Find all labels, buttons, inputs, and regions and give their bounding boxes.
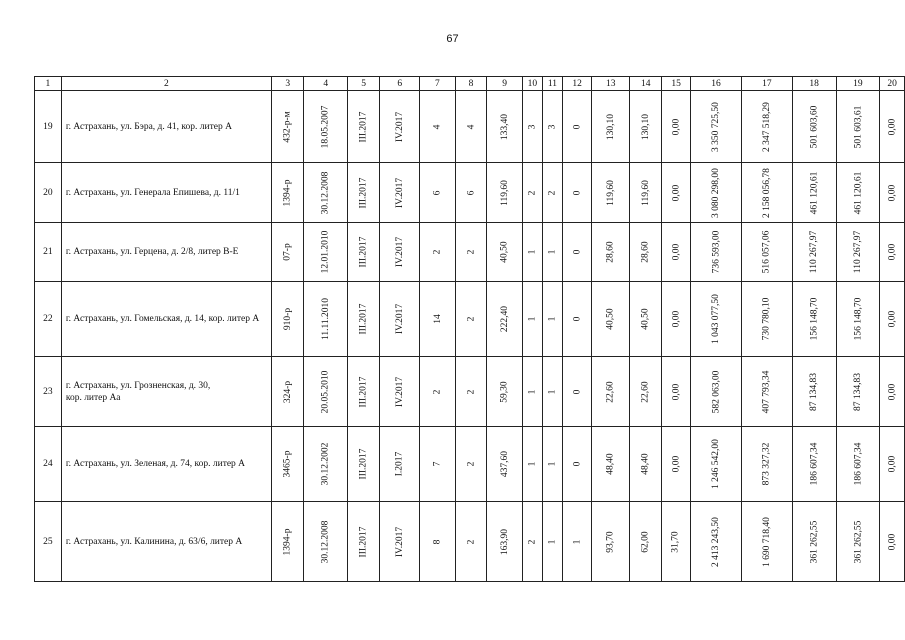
column-header: 8 (455, 77, 487, 91)
cell-c9 (487, 427, 522, 502)
cell-value: 1 (547, 389, 558, 394)
cell-value: 130,10 (640, 113, 651, 140)
cell-c16 (691, 502, 742, 582)
cell-c10 (522, 502, 542, 582)
cell-doc-no (272, 357, 304, 427)
column-header: 6 (380, 77, 420, 91)
table-row (35, 282, 905, 357)
cell-c15 (662, 223, 691, 282)
cell-c19 (836, 91, 880, 163)
cell-value: 40,50 (605, 308, 616, 330)
cell-c14 (630, 223, 662, 282)
cell-c6 (380, 282, 420, 357)
cell-c7 (420, 357, 455, 427)
cell-c15 (662, 427, 691, 502)
cell-doc-date (304, 502, 348, 582)
cell-c16 (691, 91, 742, 163)
cell-c8 (455, 223, 487, 282)
cell-address: г. Астрахань, ул. Бэра, д. 41, кор. литер А (61, 91, 271, 163)
cell-c18 (792, 223, 836, 282)
cell-value: 0,00 (887, 455, 898, 473)
cell-value: 12.01.2010 (320, 230, 331, 274)
cell-value: 28,60 (640, 241, 651, 263)
cell-c12 (563, 282, 592, 357)
cell-c18 (792, 502, 836, 582)
cell-doc-date (304, 223, 348, 282)
column-header: 2 (61, 77, 271, 91)
table-row (35, 502, 905, 582)
page-number: 67 (446, 33, 459, 45)
cell-c11 (542, 502, 562, 582)
cell-c10 (522, 163, 542, 223)
cell-c15 (662, 91, 691, 163)
cell-c12 (563, 357, 592, 427)
cell-c14 (630, 91, 662, 163)
cell-value: 222,40 (499, 305, 510, 333)
cell-c16 (691, 282, 742, 357)
column-header: 17 (741, 77, 792, 91)
cell-value: 110 267,97 (809, 230, 820, 274)
cell-c5 (348, 91, 380, 163)
cell-c11 (542, 282, 562, 357)
cell-c14 (630, 427, 662, 502)
cell-c14 (630, 357, 662, 427)
cell-value: 11.11.2010 (320, 297, 331, 341)
cell-c11 (542, 163, 562, 223)
column-header: 1 (35, 77, 62, 91)
cell-c19 (836, 163, 880, 223)
cell-c18 (792, 427, 836, 502)
cell-value: 1 690 718,40 (761, 516, 772, 567)
cell-c12 (563, 502, 592, 582)
cell-value: 6 (465, 190, 476, 195)
cell-value: 4 (465, 124, 476, 129)
cell-c7 (420, 223, 455, 282)
cell-c6 (380, 91, 420, 163)
cell-c19 (836, 223, 880, 282)
cell-value: 516 057,06 (761, 230, 772, 274)
cell-value: 3 350 725,50 (710, 101, 721, 152)
cell-c10 (522, 223, 542, 282)
cell-c15 (662, 357, 691, 427)
cell-value: 22,60 (605, 380, 616, 403)
cell-value: 1 (547, 316, 558, 322)
cell-c12 (563, 223, 592, 282)
cell-value: 163,90 (499, 528, 510, 555)
cell-c20 (880, 282, 905, 357)
cell-value: III.2017 (358, 376, 369, 407)
cell-c12 (563, 427, 592, 502)
cell-no: 22 (35, 282, 62, 357)
cell-c16 (691, 357, 742, 427)
cell-c13 (592, 91, 630, 163)
cell-value: 3 080 298,00 (710, 167, 721, 218)
cell-c6 (380, 427, 420, 502)
cell-value: 30.12.2008 (320, 520, 331, 563)
cell-c19 (836, 282, 880, 357)
cell-no: 23 (35, 357, 62, 427)
cell-value: 119,60 (605, 179, 616, 206)
cell-address: г. Астрахань, ул. Зеленая, д. 74, кор. литер А (61, 427, 271, 502)
cell-value: 0,00 (671, 383, 682, 400)
cell-c17 (741, 163, 792, 223)
cell-value: IV.2017 (394, 526, 405, 557)
cell-value: 0,00 (887, 533, 898, 550)
cell-c8 (455, 502, 487, 582)
cell-c9 (487, 282, 522, 357)
cell-c17 (741, 357, 792, 427)
cell-c10 (522, 282, 542, 357)
cell-value: 324-р (282, 380, 293, 403)
column-header: 3 (272, 77, 304, 91)
cell-value: 28,60 (605, 241, 616, 263)
cell-value: 20.05.2010 (320, 370, 331, 413)
cell-address: г. Астрахань, ул. Грозненская, д. 30, кор. литер Аа (61, 357, 271, 427)
cell-value: III.2017 (358, 236, 369, 268)
cell-doc-date (304, 91, 348, 163)
cell-value: III.2017 (358, 526, 369, 557)
cell-value: 87 134,83 (809, 372, 820, 411)
cell-value: 0 (572, 190, 583, 195)
cell-value: 0,00 (671, 455, 682, 473)
cell-value: 18.05.2007 (320, 105, 331, 148)
cell-c8 (455, 357, 487, 427)
cell-address: г. Астрахань, ул. Генерала Епишева, д. 11/1 (61, 163, 271, 223)
cell-value: 3465-р (282, 450, 293, 478)
cell-value: 2 (465, 461, 476, 467)
table-row (35, 427, 905, 502)
cell-doc-no (272, 223, 304, 282)
cell-c8 (455, 91, 487, 163)
cell-value: IV.2017 (394, 376, 405, 407)
cell-value: 48,40 (640, 453, 651, 475)
cell-address: г. Астрахань, ул. Калинина, д. 63/6, литер А (61, 502, 271, 582)
cell-doc-no (272, 282, 304, 357)
table-row (35, 91, 905, 163)
column-header: 12 (563, 77, 592, 91)
cell-c5 (348, 163, 380, 223)
cell-value: 432-р-м (282, 110, 293, 143)
cell-no: 19 (35, 91, 62, 163)
cell-value: 156 148,70 (809, 297, 820, 341)
cell-c11 (542, 427, 562, 502)
column-header: 11 (542, 77, 562, 91)
cell-c17 (741, 223, 792, 282)
cell-value: 40,50 (640, 308, 651, 330)
cell-c9 (487, 91, 522, 163)
cell-value: 0 (572, 461, 583, 467)
cell-c9 (487, 163, 522, 223)
cell-value: 130,10 (605, 113, 616, 140)
column-header: 4 (304, 77, 348, 91)
cell-doc-no (272, 502, 304, 582)
cell-c5 (348, 282, 380, 357)
cell-value: 1 043 077,50 (710, 294, 721, 344)
cell-value: III.2017 (358, 303, 369, 335)
cell-value: 0,00 (887, 310, 898, 328)
cell-c11 (542, 357, 562, 427)
column-header: 13 (592, 77, 630, 91)
cell-no: 24 (35, 427, 62, 502)
cell-value: 0,00 (887, 243, 898, 261)
cell-c13 (592, 502, 630, 582)
cell-value: 1 (547, 249, 558, 255)
cell-value: 59,30 (499, 380, 510, 403)
cell-value: 30.12.2008 (320, 171, 331, 214)
cell-c7 (420, 502, 455, 582)
cell-no: 20 (35, 163, 62, 223)
cell-c13 (592, 282, 630, 357)
cell-value: 7 (432, 461, 443, 467)
cell-value: 1 (527, 249, 538, 255)
cell-no: 21 (35, 223, 62, 282)
cell-value: 2 (527, 190, 538, 195)
cell-c20 (880, 357, 905, 427)
cell-value: III.2017 (358, 177, 369, 208)
cell-c5 (348, 502, 380, 582)
cell-value: 0,00 (671, 184, 682, 201)
cell-value: 2 158 056,78 (761, 167, 772, 218)
cell-c7 (420, 91, 455, 163)
cell-doc-date (304, 357, 348, 427)
cell-value: 110 267,97 (852, 230, 863, 274)
column-header: 18 (792, 77, 836, 91)
cell-value: 2 (547, 190, 558, 195)
cell-value: 1 (527, 316, 538, 322)
cell-value: 0,00 (887, 184, 898, 201)
cell-value: 2 347 518,29 (761, 101, 772, 152)
cell-value: 2 (432, 389, 443, 394)
cell-c17 (741, 502, 792, 582)
column-header: 9 (487, 77, 522, 91)
cell-c18 (792, 282, 836, 357)
cell-value: 119,60 (499, 179, 510, 206)
cell-c6 (380, 163, 420, 223)
cell-value: 0 (572, 249, 583, 255)
column-header: 5 (348, 77, 380, 91)
cell-value: 07-р (282, 243, 293, 261)
cell-value: 186 607,34 (809, 442, 820, 486)
cell-value: 582 063,00 (710, 370, 721, 413)
cell-doc-date (304, 282, 348, 357)
cell-c8 (455, 282, 487, 357)
cell-c16 (691, 223, 742, 282)
cell-c14 (630, 282, 662, 357)
cell-value: 119,60 (640, 179, 651, 206)
cell-c6 (380, 223, 420, 282)
cell-value: III.2017 (358, 448, 369, 480)
cell-value: 361 262,55 (852, 520, 863, 563)
cell-doc-date (304, 163, 348, 223)
cell-value: 1 (527, 389, 538, 394)
cell-doc-no (272, 163, 304, 223)
cell-c13 (592, 427, 630, 502)
cell-c19 (836, 357, 880, 427)
cell-value: 2 (465, 539, 476, 544)
cell-value: 736 593,00 (710, 230, 721, 274)
table-row (35, 357, 905, 427)
cell-value: 133,40 (499, 113, 510, 140)
cell-c10 (522, 427, 542, 502)
cell-c10 (522, 91, 542, 163)
cell-value: 31,70 (671, 530, 682, 553)
cell-value: 730 780,10 (761, 297, 772, 341)
cell-c18 (792, 163, 836, 223)
cell-c10 (522, 357, 542, 427)
cell-value: 361 262,55 (809, 520, 820, 563)
cell-value: 910-р (282, 307, 293, 331)
cell-value: 3 (527, 124, 538, 129)
cell-c20 (880, 502, 905, 582)
cell-c17 (741, 282, 792, 357)
cell-c9 (487, 357, 522, 427)
cell-value: 0 (572, 124, 583, 129)
cell-c9 (487, 223, 522, 282)
cell-c16 (691, 427, 742, 502)
cell-c13 (592, 223, 630, 282)
column-header: 14 (630, 77, 662, 91)
cell-value: 186 607,34 (852, 442, 863, 486)
cell-c8 (455, 163, 487, 223)
cell-value: 40,50 (499, 241, 510, 263)
cell-value: 0,00 (671, 310, 682, 328)
cell-value: 501 603,61 (852, 105, 863, 148)
cell-c14 (630, 502, 662, 582)
cell-value: 0 (572, 316, 583, 322)
cell-address: г. Астрахань, ул. Гомельская, д. 14, кор. литер А (61, 282, 271, 357)
cell-c12 (563, 163, 592, 223)
cell-value: 0,00 (671, 243, 682, 261)
cell-value: 8 (432, 539, 443, 544)
column-header: 15 (662, 77, 691, 91)
cell-value: 1 246 542,00 (710, 439, 721, 489)
cell-value: 14 (432, 314, 443, 324)
column-header: 19 (836, 77, 880, 91)
cell-c15 (662, 163, 691, 223)
cell-c13 (592, 357, 630, 427)
cell-value: 1 (547, 461, 558, 467)
cell-value: 0 (572, 389, 583, 394)
cell-value: 873 327,32 (761, 442, 772, 486)
cell-c20 (880, 223, 905, 282)
cell-c19 (836, 427, 880, 502)
cell-value: I.2017 (394, 451, 405, 477)
cell-c6 (380, 357, 420, 427)
cell-value: 2 (465, 389, 476, 394)
cell-value: 2 413 243,50 (710, 516, 721, 567)
cell-value: 1394-р (282, 179, 293, 206)
cell-value: III.2017 (358, 111, 369, 142)
cell-c15 (662, 502, 691, 582)
cell-value: 93,70 (605, 530, 616, 553)
cell-value: 48,40 (605, 453, 616, 475)
cell-c5 (348, 427, 380, 502)
cell-value: 62,00 (640, 530, 651, 553)
cell-value: 2 (432, 249, 443, 255)
cell-c9 (487, 502, 522, 582)
cell-value: 1 (527, 461, 538, 467)
cell-c15 (662, 282, 691, 357)
cell-c8 (455, 427, 487, 502)
cell-value: 22,60 (640, 380, 651, 403)
cell-value: 0,00 (887, 383, 898, 400)
cell-address: г. Астрахань, ул. Герцена, д. 2/8, литер В-Е (61, 223, 271, 282)
cell-value: 0,00 (887, 118, 898, 135)
column-header: 10 (522, 77, 542, 91)
cell-c20 (880, 163, 905, 223)
cell-value: 156 148,70 (852, 297, 863, 341)
cell-value: 2 (465, 316, 476, 322)
cell-c11 (542, 91, 562, 163)
cell-value: 501 603,60 (809, 105, 820, 148)
cell-value: 407 793,34 (761, 370, 772, 413)
cell-value: 2 (527, 539, 538, 544)
cell-value: 437,60 (499, 450, 510, 478)
cell-c20 (880, 427, 905, 502)
cell-doc-no (272, 427, 304, 502)
table-row (35, 223, 905, 282)
cell-value: 1 (572, 539, 583, 544)
cell-c18 (792, 357, 836, 427)
cell-value: 3 (547, 124, 558, 129)
cell-c17 (741, 427, 792, 502)
cell-no: 25 (35, 502, 62, 582)
cell-c7 (420, 427, 455, 502)
cell-c18 (792, 91, 836, 163)
cell-c5 (348, 357, 380, 427)
cell-c13 (592, 163, 630, 223)
cell-c5 (348, 223, 380, 282)
cell-value: 2 (465, 249, 476, 255)
column-header: 20 (880, 77, 905, 91)
cell-value: IV.2017 (394, 303, 405, 335)
cell-value: 4 (432, 124, 443, 129)
cell-value: 87 134,83 (852, 372, 863, 411)
cell-value: IV.2017 (394, 177, 405, 208)
cell-value: IV.2017 (394, 111, 405, 142)
cell-value: 461 120,61 (809, 171, 820, 214)
header-row (35, 77, 905, 91)
cell-c19 (836, 502, 880, 582)
data-table (34, 76, 905, 582)
cell-c20 (880, 91, 905, 163)
cell-c6 (380, 502, 420, 582)
cell-c14 (630, 163, 662, 223)
cell-c16 (691, 163, 742, 223)
cell-value: IV.2017 (394, 236, 405, 268)
cell-value: 461 120,61 (852, 171, 863, 214)
cell-value: 0,00 (671, 118, 682, 135)
column-header: 7 (420, 77, 455, 91)
table-row (35, 163, 905, 223)
column-header: 16 (691, 77, 742, 91)
cell-value: 30.12.2002 (320, 442, 331, 486)
cell-value: 6 (432, 190, 443, 195)
cell-value: 1 (547, 539, 558, 544)
cell-c11 (542, 223, 562, 282)
cell-doc-date (304, 427, 348, 502)
cell-c12 (563, 91, 592, 163)
cell-c17 (741, 91, 792, 163)
cell-doc-no (272, 91, 304, 163)
cell-value: 1394-р (282, 528, 293, 555)
cell-c7 (420, 282, 455, 357)
cell-c7 (420, 163, 455, 223)
